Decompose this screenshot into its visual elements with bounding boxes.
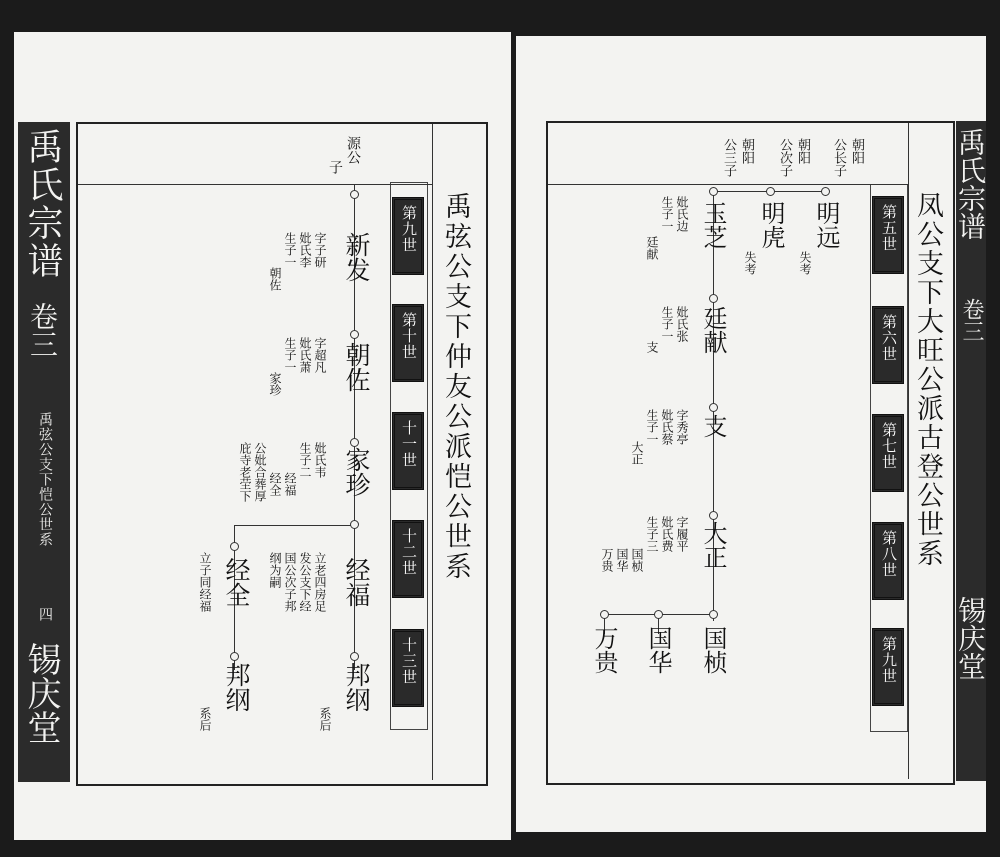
person-note: 大正: [630, 441, 644, 465]
left-generation-badge-2: 第十世: [392, 304, 424, 382]
person-name: 国华: [644, 626, 672, 674]
person-note: 妣氏李: [298, 232, 312, 268]
left-node-dot: [350, 330, 359, 339]
right-generation-badge-2: 第六世: [872, 306, 904, 384]
left-node-dot: [230, 542, 239, 551]
right-page: [516, 36, 986, 832]
left-hall-name: 锡庆堂: [21, 642, 61, 744]
left-spine-title: 禹氏宗谱: [22, 128, 63, 280]
left-node-dot: [350, 520, 359, 529]
left-top-note-a: 源公: [345, 136, 361, 164]
person-name: 明虎: [757, 201, 785, 249]
person-name: 万贵: [590, 626, 618, 674]
left-page: [14, 32, 511, 840]
person-note: 生子三: [645, 516, 659, 552]
left-header-title: 禹弦公支下仲友公派恺公世系: [440, 192, 471, 582]
left-generation-badge-1: 第九世: [392, 197, 424, 275]
person-note: 妣氏费: [660, 516, 674, 552]
person-note: 生子一: [660, 196, 674, 232]
ghost-text-left: [104, 212, 126, 237]
person-note: 妣氏韦: [313, 442, 327, 478]
person-note: 生子一: [645, 409, 659, 445]
right-generation-badge-5: 第九世: [872, 628, 904, 706]
left-header-divider: [432, 124, 433, 780]
person-note: 生子二: [298, 442, 312, 478]
person-note: 生子一: [660, 306, 674, 342]
person-note: 字子研: [313, 232, 327, 268]
left-generation-badge-5: 十三世: [392, 629, 424, 707]
person-note: 发公支下经: [298, 552, 312, 612]
left-volume: 卷三: [26, 302, 59, 358]
person-note: 妣氏张: [675, 306, 689, 342]
person-note: 生子一: [283, 232, 297, 268]
person-note: 妣氏边: [675, 196, 689, 232]
left-top-note-b: 子: [327, 160, 343, 174]
left-page-number: 四: [37, 607, 53, 621]
right-top-note: 公次子: [777, 138, 792, 177]
right-top-note: 朝阳: [795, 138, 810, 164]
person-name: 经福: [342, 557, 371, 607]
right-top-note: 朝阳: [739, 138, 754, 164]
person-note: 经福: [283, 472, 297, 496]
right-node-dot: [766, 187, 775, 196]
right-volume: 卷三: [959, 298, 984, 342]
right-top-note: 公三子: [721, 138, 736, 177]
person-note: 经全: [268, 472, 282, 496]
right-node-dot: [821, 187, 830, 196]
right-node-dot: [654, 610, 663, 619]
person-note: 妣氏蔡: [660, 409, 674, 445]
left-spine-subtitle: 禹弦公支下恺公世系: [37, 412, 53, 547]
left-node-dot: [350, 652, 359, 661]
right-spine-title: 禹氏宗谱: [954, 128, 987, 240]
person-note: 立老四房足: [313, 552, 327, 612]
person-note: 字履平: [675, 516, 689, 552]
person-note: 国华: [615, 548, 629, 572]
right-top-band-line: [548, 184, 908, 185]
left-node-dot: [350, 438, 359, 447]
person-note: 国公次子邦: [283, 552, 297, 612]
right-node-dot: [709, 403, 718, 412]
person-note: 立子同经福: [198, 552, 212, 612]
right-top-note: 朝阳: [849, 138, 864, 164]
person-note: 失考: [743, 251, 757, 275]
right-generation-badge-4: 第八世: [872, 522, 904, 600]
right-header-divider: [908, 123, 909, 779]
person-note: 家珍: [268, 372, 282, 396]
right-hall-name: 锡庆堂: [954, 596, 987, 680]
person-note: 廷献: [645, 236, 659, 260]
person-note: 朝佐: [268, 267, 282, 291]
person-note: 系后: [198, 707, 212, 731]
right-node-dot: [709, 187, 718, 196]
person-note: 支: [645, 341, 659, 353]
left-branch-line: [234, 525, 354, 526]
person-note: 妣氏萧: [298, 337, 312, 373]
left-generation-badge-3: 十一世: [392, 412, 424, 490]
right-generation-badge-1: 第五世: [872, 196, 904, 274]
person-name: 经全: [222, 557, 251, 607]
person-note: 字秀亭: [675, 409, 689, 445]
person-note: 生子一: [283, 337, 297, 373]
left-node-dot: [350, 190, 359, 199]
person-name: 明远: [812, 201, 840, 249]
person-name: 国桢: [699, 626, 727, 674]
person-note: 纲为嗣: [268, 552, 282, 588]
right-node-dot: [600, 610, 609, 619]
person-note: 字超凡: [313, 337, 327, 373]
left-node-dot: [230, 652, 239, 661]
person-note: 失考: [798, 251, 812, 275]
right-header-title: 凤公支下大旺公派古登公世系: [912, 191, 943, 568]
person-note: 国桢: [630, 548, 644, 572]
person-name: 支: [699, 414, 727, 438]
left-generation-badge-4: 十二世: [392, 520, 424, 598]
person-name: 家珍: [342, 447, 371, 497]
person-name: 新发: [342, 232, 371, 282]
person-note: 公妣合葬厚: [253, 442, 267, 502]
person-name: 大正: [699, 521, 727, 569]
person-name: 朝佐: [342, 342, 371, 392]
person-name: 廷献: [699, 306, 727, 354]
person-note: 万贵: [600, 548, 614, 572]
left-top-band-line: [78, 184, 432, 185]
person-note: 系后: [318, 707, 332, 731]
person-name: 邦纲: [222, 662, 251, 712]
right-generation-badge-3: 第七世: [872, 414, 904, 492]
right-top-note: 公长子: [831, 138, 846, 177]
right-node-dot: [709, 610, 718, 619]
right-node-dot: [709, 511, 718, 520]
person-name: 邦纲: [342, 662, 371, 712]
person-note: 庇寺老茔下: [238, 442, 252, 502]
right-node-dot: [709, 294, 718, 303]
person-name: 玉芝: [699, 201, 727, 249]
